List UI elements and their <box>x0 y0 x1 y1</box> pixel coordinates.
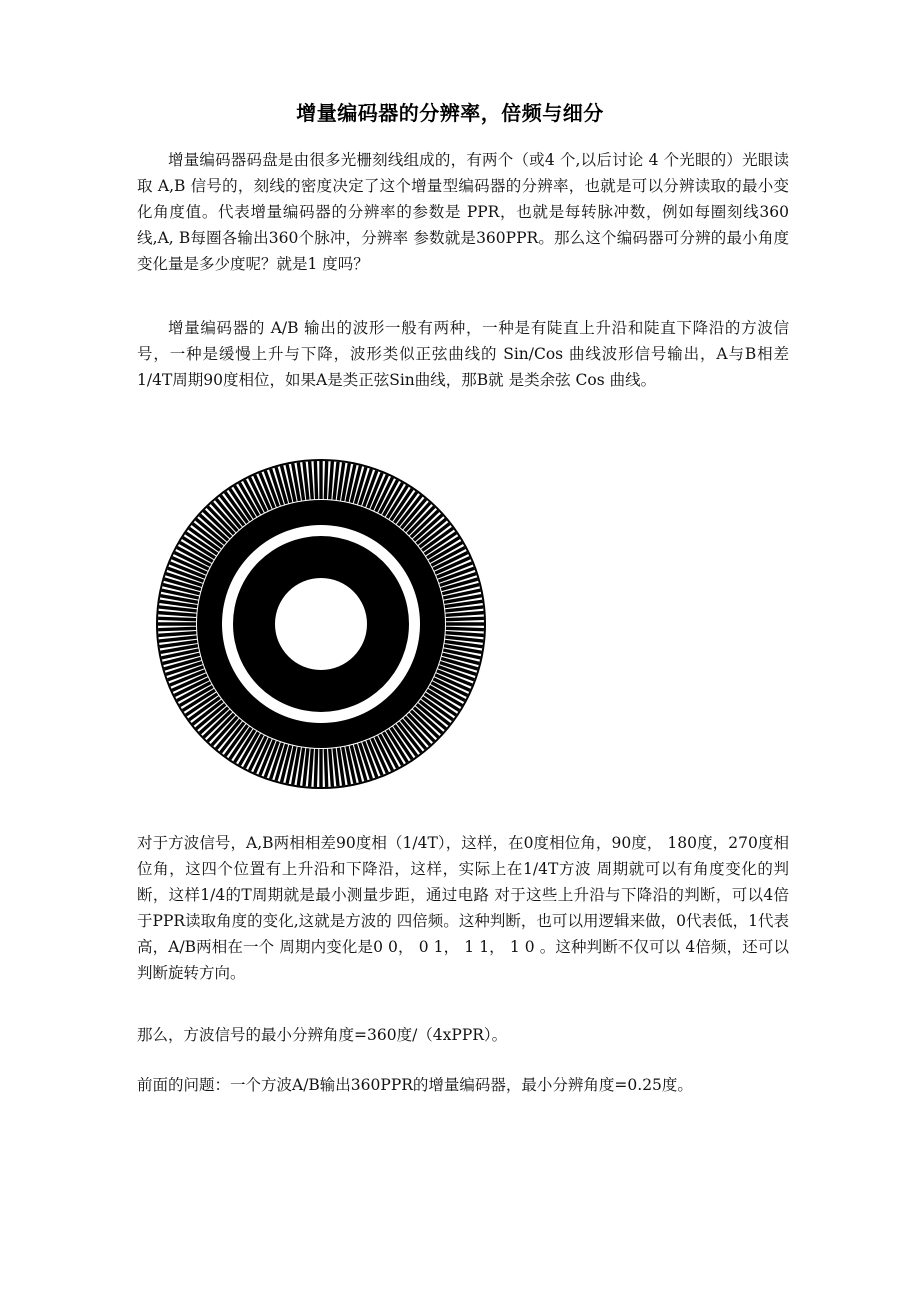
encoder-disk-image <box>138 456 504 793</box>
disk-center-hole <box>275 578 367 670</box>
grating-line <box>315 461 316 499</box>
paragraph-waveform-types: 增量编码器的 A/B 输出的波形一般有两种，一种是有陡直上升沿和陡直下降沿的方波信号，一种是缓慢上升与下降，波形类似正弦曲线的 Sin/Cos 曲线波形信号输出，A与B相差1/4T周期90度相位，如果A是类正弦Sin曲线，那B就 是类余弦 Cos 曲线。 <box>137 319 789 389</box>
paragraph-example-answer: 前面的问题：一个方波A/B输出360PPR的增量编码器，最小分辨角度=0.25度。 <box>137 1076 693 1094</box>
grating-line <box>446 618 484 619</box>
document-title: 增量编码器的分辨率，倍频与细分 <box>296 101 604 125</box>
paragraph-resolution-intro: 增量编码器码盘是由很多光栅刻线组成的，有两个（或4 个,以后讨论 4 个光眼的）光眼读取 A,B 信号的，刻线的密度决定了这个增量型编码器的分辨率，也就是可以分辨读取的最小变化角度值。代表增量编码器的分辨率的参数是 PPR，也就是每转脉冲数，例如每圈刻线360线,A, B每圈各输出360个脉冲，分辨率 参数就是360PPR。那么这个编码器可分辨的最小角度变化量是多少度呢？就是1 度吗？ <box>137 151 789 273</box>
paragraph-formula: 那么，方波信号的最小分辨角度=360度/（4xPPR）。 <box>137 1026 508 1044</box>
grating-line <box>446 628 484 629</box>
grating-line <box>315 749 316 787</box>
encoder-disk-figure <box>138 456 504 793</box>
grating-line <box>325 749 326 787</box>
grating-line <box>158 618 196 619</box>
grating-line <box>325 461 326 499</box>
grating-line <box>158 628 196 629</box>
paragraph-quadrature: 对于方波信号，A,B两相相差90度相（1/4T），这样，在0度相位角，90度， 180度，270度相位角，这四个位置有上升沿和下降沿，这样，实际上在1/4T方波 周期就可以有角度变化的判断，这样1/4的T周期就是最小测量步距，通过电路 对于这些上升沿与下降沿的判断，可以4倍于PPR读取角度的变化,这就是方波的 四倍频。这种判断，也可以用逻辑来做，0代表低，1代表高，A/B两相在一个 周期内变化是0 0， 0 1， 1 1， 1 0 。这种判断不仅可以 4倍频，还可以判断旋转方向。 <box>137 834 789 982</box>
